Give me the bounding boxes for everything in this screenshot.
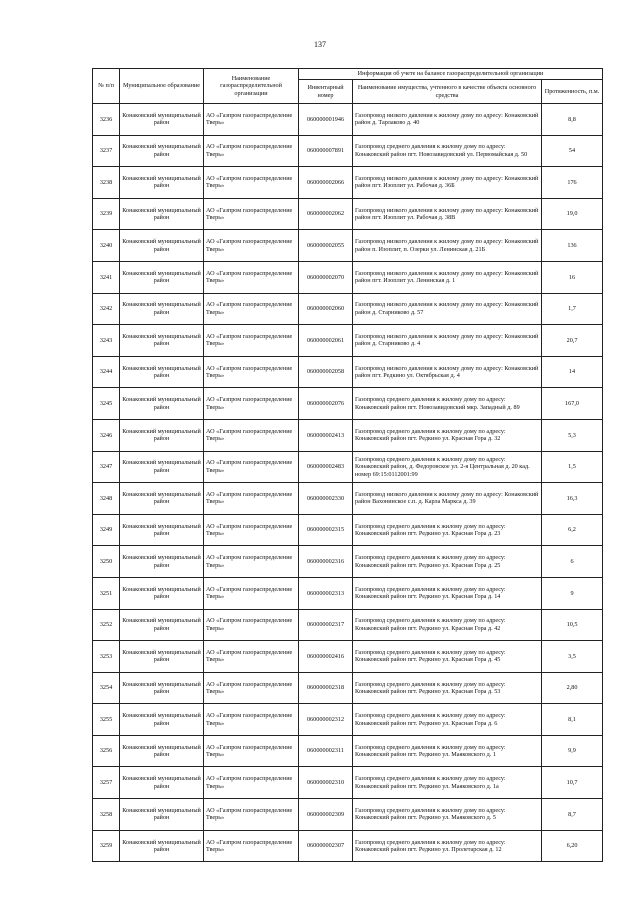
organization-cell: АО «Газпром газораспределение Тверь» [204,735,299,767]
row-number: 3245 [93,388,120,420]
inventory-number-cell: 060000002483 [299,451,353,483]
table-row [93,135,603,167]
table-row [93,356,603,388]
organization-cell: АО «Газпром газораспределение Тверь» [204,514,299,546]
header-num: № п/п [93,69,120,104]
length-cell: 167,0 [542,388,603,420]
property-name-cell: Газопровод среднего давления к жилому дому по адресу: Конаковский район пгт. Редкино ул. Красная Гора д. 53 [353,672,542,704]
length-cell: 9 [542,577,603,609]
row-number: 3251 [93,577,120,609]
table-row [93,830,603,862]
organization-cell: АО «Газпром газораспределение Тверь» [204,198,299,230]
organization-cell: АО «Газпром газораспределение Тверь» [204,293,299,325]
row-number: 3238 [93,167,120,199]
length-cell: 2,80 [542,672,603,704]
table-row [93,230,603,262]
municipality-cell: Конаковский муниципальный район [120,735,204,767]
table-row [93,293,603,325]
row-number: 3250 [93,546,120,578]
table-body [93,104,603,862]
inventory-number-cell: 060000002062 [299,198,353,230]
municipality-cell: Конаковский муниципальный район [120,261,204,293]
organization-cell: АО «Газпром газораспределение Тверь» [204,546,299,578]
table-row [93,198,603,230]
row-number: 3247 [93,451,120,483]
row-number: 3249 [93,514,120,546]
inventory-number-cell: 060000002316 [299,546,353,578]
table-row [93,672,603,704]
municipality-cell: Конаковский муниципальный район [120,388,204,420]
page-number: 137 [314,40,326,49]
inventory-number-cell: 060000002055 [299,230,353,262]
inventory-number-cell: 060000002311 [299,735,353,767]
length-cell: 6,2 [542,514,603,546]
length-cell: 6,20 [542,830,603,862]
organization-cell: АО «Газпром газораспределение Тверь» [204,830,299,862]
row-number: 3240 [93,230,120,262]
municipality-cell: Конаковский муниципальный район [120,609,204,641]
property-name-cell: Газопровод низкого давления к жилому дому по адресу: Конаковский район пгт. Изоплит ул. Рабочая д. 38В [353,198,542,230]
row-number: 3257 [93,767,120,799]
row-number: 3256 [93,735,120,767]
row-number: 3242 [93,293,120,325]
municipality-cell: Конаковский муниципальный район [120,514,204,546]
row-number: 3254 [93,672,120,704]
header-municipality: Муниципальное образование [120,69,204,104]
inventory-number-cell: 060000007891 [299,135,353,167]
organization-cell: АО «Газпром газораспределение Тверь» [204,767,299,799]
length-cell: 1,7 [542,293,603,325]
table-row [93,514,603,546]
inventory-number-cell: 060000002330 [299,483,353,515]
municipality-cell: Конаковский муниципальный район [120,830,204,862]
inventory-number-cell: 060000002315 [299,514,353,546]
length-cell: 176 [542,167,603,199]
property-name-cell: Газопровод низкого давления к жилому дому по адресу: Конаковский район пгт. Изоплит ул. Рабочая д. 36Б [353,167,542,199]
row-number: 3243 [93,325,120,357]
row-number: 3255 [93,704,120,736]
municipality-cell: Конаковский муниципальный район [120,451,204,483]
property-name-cell: Газопровод среднего давления к жилому дому по адресу: Конаковский район пгт. Редкино ул. Красная Гора д. 32 [353,419,542,451]
organization-cell: АО «Газпром газораспределение Тверь» [204,388,299,420]
inventory-number-cell: 060000002313 [299,577,353,609]
inventory-number-cell: 060000002076 [299,388,353,420]
organization-cell: АО «Газпром газораспределение Тверь» [204,167,299,199]
table-row [93,767,603,799]
inventory-number-cell: 060000002413 [299,419,353,451]
row-number: 3244 [93,356,120,388]
organization-cell: АО «Газпром газораспределение Тверь» [204,704,299,736]
municipality-cell: Конаковский муниципальный район [120,483,204,515]
table-row [93,483,603,515]
organization-cell: АО «Газпром газораспределение Тверь» [204,577,299,609]
property-name-cell: Газопровод низкого давления к жилому дому по адресу: Конаковский район пгт. Изоплит ул. Ленинская д. 1 [353,261,542,293]
organization-cell: АО «Газпром газораспределение Тверь» [204,104,299,136]
header-length: Протяженность, п.м. [542,80,603,104]
inventory-number-cell: 060000002309 [299,799,353,831]
municipality-cell: Конаковский муниципальный район [120,293,204,325]
property-name-cell: Газопровод среднего давления к жилому дому по адресу: Конаковский район пгт. Редкино ул. Красная Гора д. 45 [353,641,542,673]
organization-cell: АО «Газпром газораспределение Тверь» [204,356,299,388]
length-cell: 136 [542,230,603,262]
length-cell: 10,7 [542,767,603,799]
header-inventory: Инвентарный номер [299,80,353,104]
property-name-cell: Газопровод среднего давления к жилому дому по адресу: Конаковский район пгт. Новозавидовский ул. Первомайская д. 50 [353,135,542,167]
municipality-cell: Конаковский муниципальный район [120,325,204,357]
length-cell: 19,0 [542,198,603,230]
property-name-cell: Газопровод низкого давления к жилому дому по адресу: Конаковский район пгт. Редкино ул. Октябрьская д. 4 [353,356,542,388]
organization-cell: АО «Газпром газораспределение Тверь» [204,325,299,357]
organization-cell: АО «Газпром газораспределение Тверь» [204,799,299,831]
inventory-number-cell: 060000002310 [299,767,353,799]
length-cell: 9,9 [542,735,603,767]
row-number: 3237 [93,135,120,167]
organization-cell: АО «Газпром газораспределение Тверь» [204,672,299,704]
property-name-cell: Газопровод среднего давления к жилому дому по адресу: Конаковский район пгт. Редкино ул. Пролетарская д. 12 [353,830,542,862]
inventory-number-cell: 060000002061 [299,325,353,357]
table-row [93,167,603,199]
municipality-cell: Конаковский муниципальный район [120,356,204,388]
inventory-number-cell: 060000002416 [299,641,353,673]
property-name-cell: Газопровод среднего давления к жилому дому по адресу: Конаковский район пгт. Редкино ул. Маяковского д. 5 [353,799,542,831]
property-name-cell: Газопровод низкого давления к жилому дому по адресу: Конаковский район д. Старниково д. 4 [353,325,542,357]
organization-cell: АО «Газпром газораспределение Тверь» [204,609,299,641]
row-number: 3239 [93,198,120,230]
row-number: 3259 [93,830,120,862]
property-name-cell: Газопровод среднего давления к жилому дому по адресу: Конаковский район пгт. Редкино ул. Маяковского д. 1а [353,767,542,799]
table-row [93,104,603,136]
property-name-cell: Газопровод среднего давления к жилому дому по адресу: Конаковский район пгт. Редкино ул. Красная Гора д. 23 [353,514,542,546]
property-name-cell: Газопровод низкого давления к жилому дому по адресу: Конаковский район п. Изоплит, п. Озерки ул. Ленинская д. 21Б [353,230,542,262]
inventory-number-cell: 060000002312 [299,704,353,736]
property-name-cell: Газопровод низкого давления к жилому дому по адресу: Конаковский район Вахонинское с.п. д. Карла Маркса д. 39 [353,483,542,515]
property-name-cell: Газопровод среднего давления к жилому дому по адресу: Конаковский район пгт. Редкино ул. Красная Гора д. 14 [353,577,542,609]
inventory-number-cell: 060000002066 [299,167,353,199]
municipality-cell: Конаковский муниципальный район [120,672,204,704]
table-row [93,577,603,609]
table-row [93,325,603,357]
table-row [93,735,603,767]
table-row [93,451,603,483]
length-cell: 5,3 [542,419,603,451]
property-name-cell: Газопровод среднего давления к жилому дому по адресу: Конаковский район пгт. Редкино ул. Красная Гора д. 25 [353,546,542,578]
property-table [92,68,603,862]
municipality-cell: Конаковский муниципальный район [120,799,204,831]
header-info-group: Информация об учете на балансе газораспределительной организации [299,69,603,80]
length-cell: 16,3 [542,483,603,515]
inventory-number-cell: 060000002307 [299,830,353,862]
property-name-cell: Газопровод среднего давления к жилому дому по адресу: Конаковский район, д. Федоровское ул. 2-я Центральная д. 20 кад. номер 69:15:0112001:99 [353,451,542,483]
inventory-number-cell: 060000001946 [299,104,353,136]
table-row [93,419,603,451]
property-name-cell: Газопровод среднего давления к жилому дому по адресу: Конаковский район пгт. Редкино ул. Красная Гора д. 6 [353,704,542,736]
property-name-cell: Газопровод среднего давления к жилому дому по адресу: Конаковский район пгт. Новозавидовский мкр. Западный д. 89 [353,388,542,420]
municipality-cell: Конаковский муниципальный район [120,641,204,673]
organization-cell: АО «Газпром газораспределение Тверь» [204,230,299,262]
municipality-cell: Конаковский муниципальный район [120,704,204,736]
row-number: 3253 [93,641,120,673]
header-property: Наименование имущества, учтенного в качестве объекта основного средства [353,80,542,104]
inventory-number-cell: 060000002070 [299,261,353,293]
municipality-cell: Конаковский муниципальный район [120,419,204,451]
municipality-cell: Конаковский муниципальный район [120,577,204,609]
length-cell: 54 [542,135,603,167]
table-row [93,704,603,736]
municipality-cell: Конаковский муниципальный район [120,230,204,262]
length-cell: 6 [542,546,603,578]
inventory-number-cell: 060000002318 [299,672,353,704]
organization-cell: АО «Газпром газораспределение Тверь» [204,135,299,167]
table-row [93,388,603,420]
inventory-number-cell: 060000002058 [299,356,353,388]
organization-cell: АО «Газпром газораспределение Тверь» [204,451,299,483]
municipality-cell: Конаковский муниципальный район [120,198,204,230]
municipality-cell: Конаковский муниципальный район [120,135,204,167]
table-row [93,261,603,293]
inventory-number-cell: 060000002317 [299,609,353,641]
property-name-cell: Газопровод среднего давления к жилому дому по адресу: Конаковский район пгт. Редкино ул. Красная Гора д. 42 [353,609,542,641]
property-name-cell: Газопровод низкого давления к жилому дому по адресу: Конаковский район д. Тарлаково д. 40 [353,104,542,136]
row-number: 3258 [93,799,120,831]
table-row [93,799,603,831]
length-cell: 10,5 [542,609,603,641]
header-org: Наименование газораспределительной организации [204,69,299,104]
row-number: 3252 [93,609,120,641]
organization-cell: АО «Газпром газораспределение Тверь» [204,261,299,293]
table-row [93,609,603,641]
length-cell: 20,7 [542,325,603,357]
property-name-cell: Газопровод низкого давления к жилому дому по адресу: Конаковский район д. Старниково д. 57 [353,293,542,325]
table-row [93,546,603,578]
inventory-number-cell: 060000002060 [299,293,353,325]
row-number: 3248 [93,483,120,515]
table-row [93,641,603,673]
length-cell: 8,8 [542,104,603,136]
municipality-cell: Конаковский муниципальный район [120,104,204,136]
length-cell: 3,5 [542,641,603,673]
row-number: 3246 [93,419,120,451]
length-cell: 8,7 [542,799,603,831]
row-number: 3236 [93,104,120,136]
municipality-cell: Конаковский муниципальный район [120,767,204,799]
length-cell: 8,1 [542,704,603,736]
length-cell: 14 [542,356,603,388]
row-number: 3241 [93,261,120,293]
municipality-cell: Конаковский муниципальный район [120,546,204,578]
municipality-cell: Конаковский муниципальный район [120,167,204,199]
length-cell: 1,5 [542,451,603,483]
property-name-cell: Газопровод среднего давления к жилому дому по адресу: Конаковский район пгт. Редкино ул. Маяковского д. 1 [353,735,542,767]
organization-cell: АО «Газпром газораспределение Тверь» [204,419,299,451]
organization-cell: АО «Газпром газораспределение Тверь» [204,641,299,673]
organization-cell: АО «Газпром газораспределение Тверь» [204,483,299,515]
length-cell: 16 [542,261,603,293]
